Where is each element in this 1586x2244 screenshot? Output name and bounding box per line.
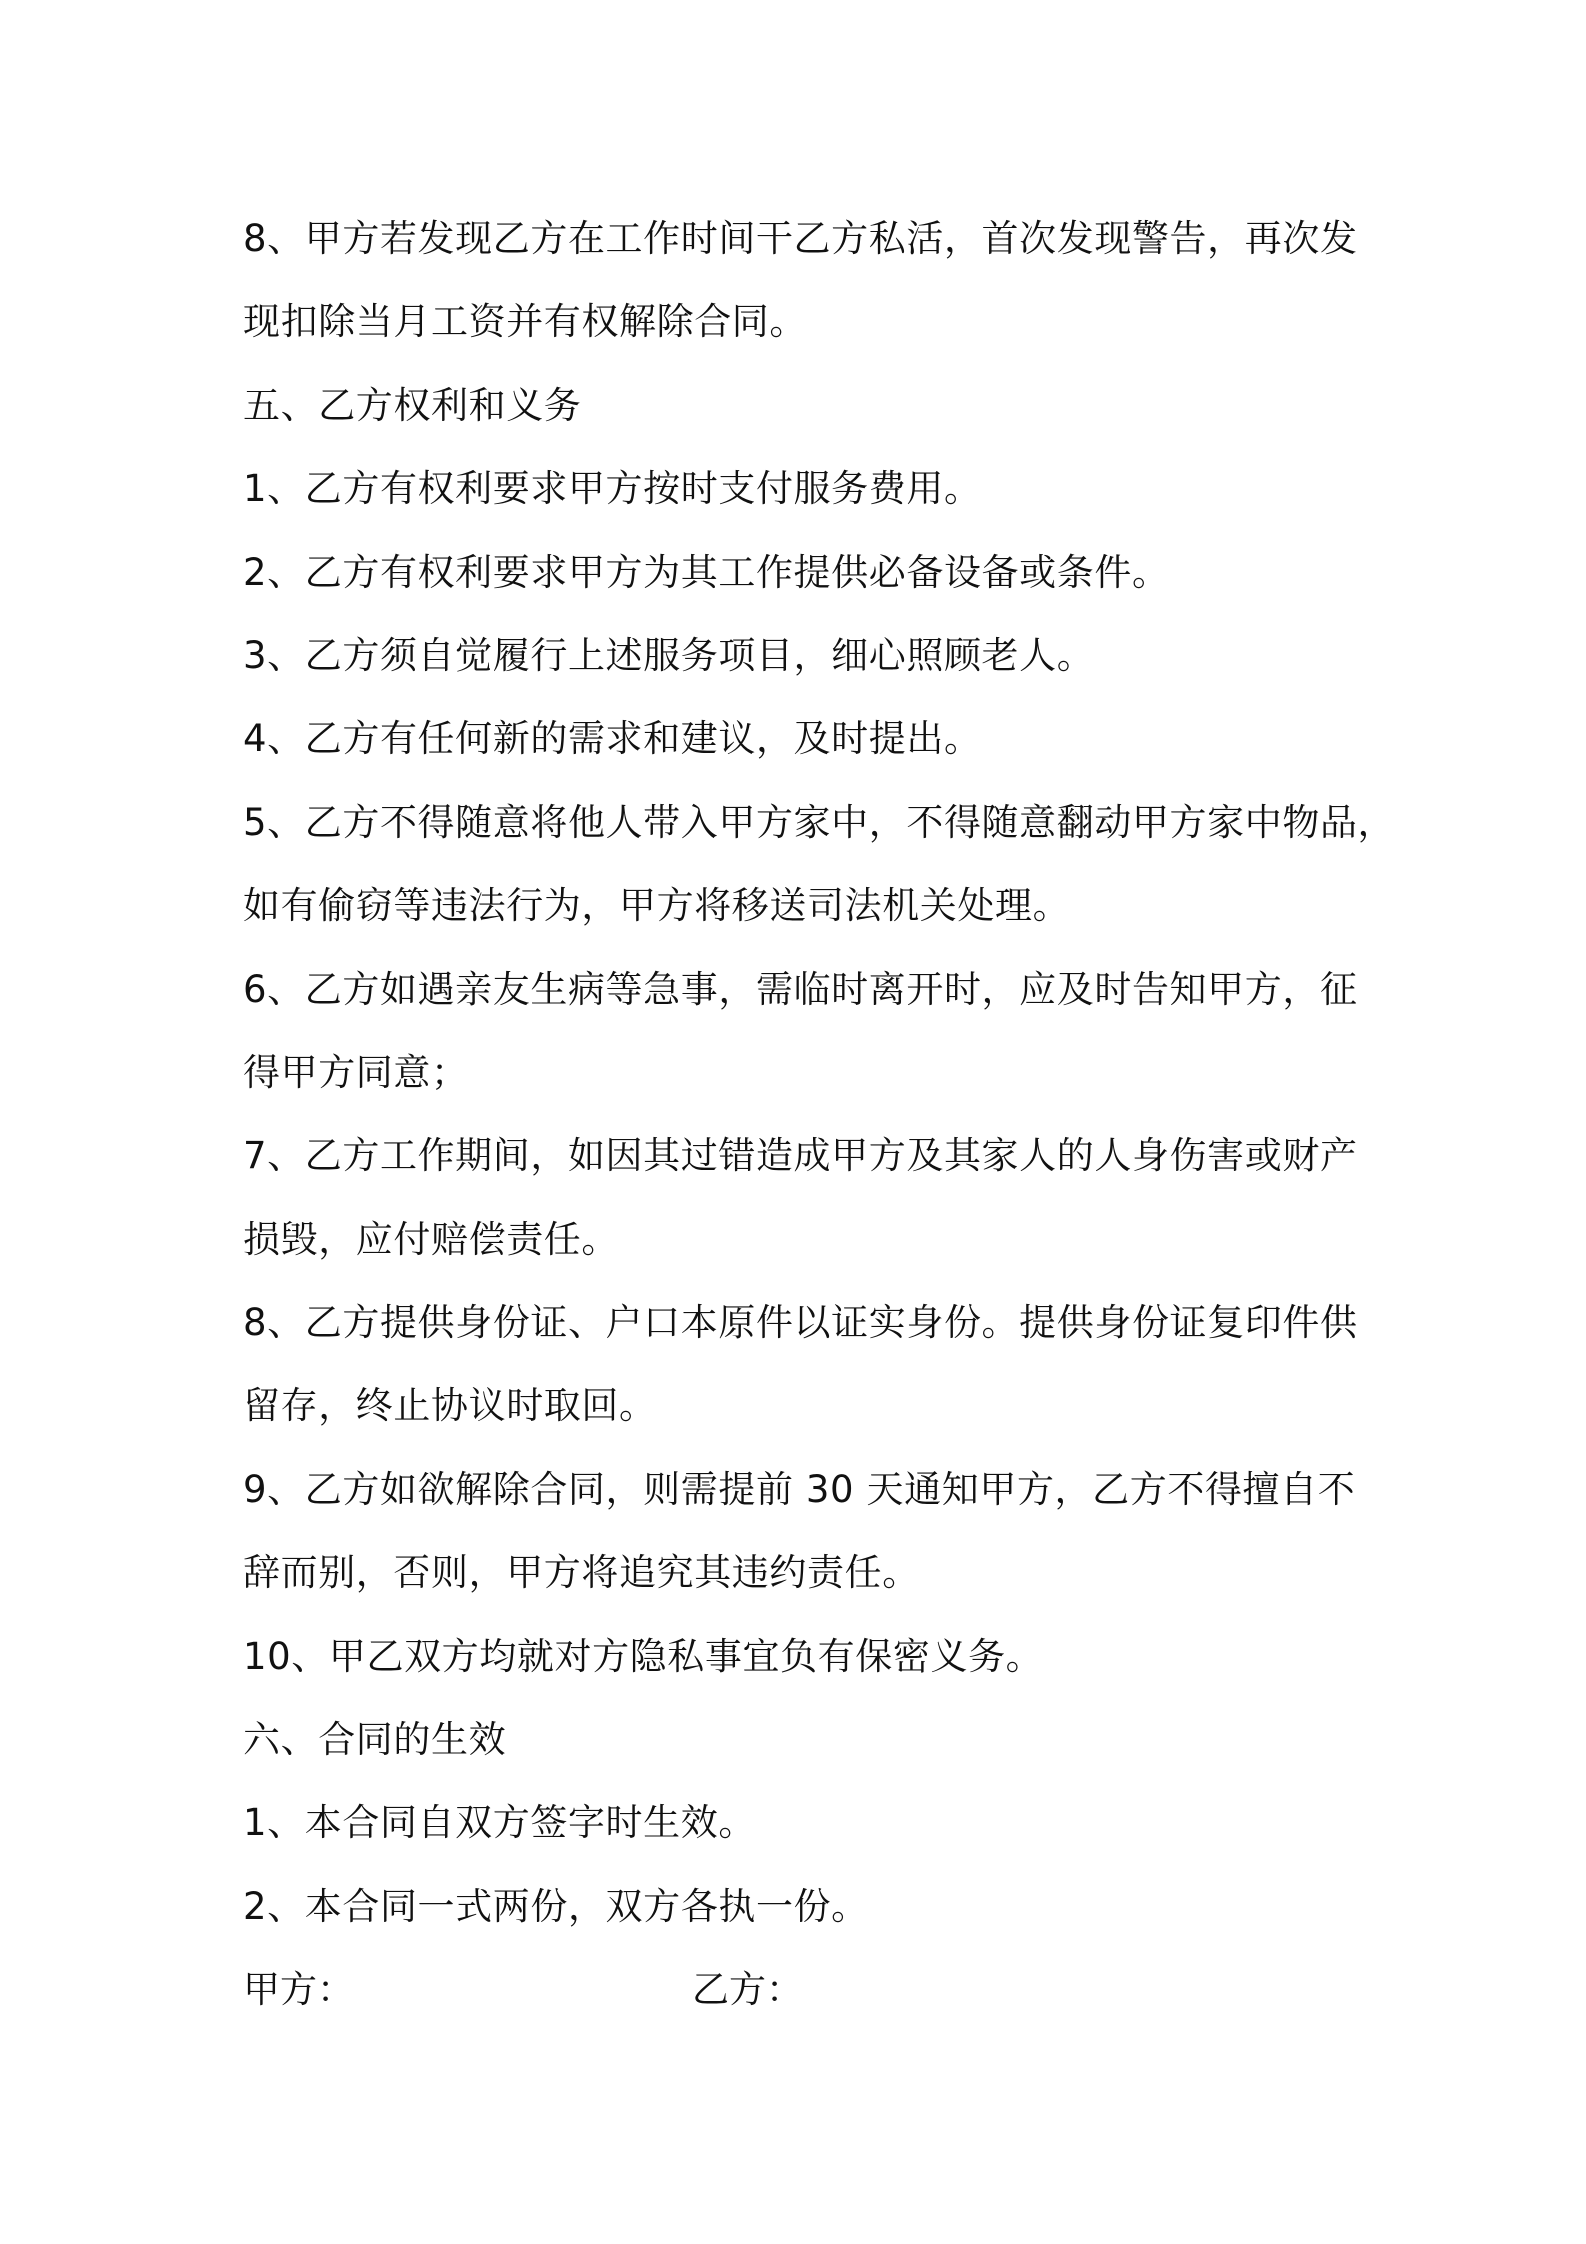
text-line: 2、乙方有权利要求甲方为其工作提供必备设备或条件。 — [243, 550, 1170, 594]
contract-text — [243, 197, 1396, 2032]
section-heading: 五、乙方权利和义务 — [243, 383, 582, 427]
text-line: 7、乙方工作期间，如因其过错造成甲方及其家人的人身伤害或财产 — [243, 1134, 1358, 1178]
text-line: 辞而别，否则，甲方将追究其违约责任。 — [243, 1551, 920, 1595]
text-line: 1、本合同自双方签字时生效。 — [243, 1801, 756, 1845]
text-line: 5、乙方不得随意将他人带入甲方家中，不得随意翻动甲方家中物品， — [243, 800, 1396, 844]
text-line: 损毁，应付赔偿责任。 — [243, 1217, 619, 1261]
text-line: 1、乙方有权利要求甲方按时支付服务费用。 — [243, 467, 982, 511]
text-line: 4、乙方有任何新的需求和建议，及时提出。 — [243, 717, 982, 761]
text-line: 得甲方同意； — [243, 1050, 469, 1094]
section-heading: 六、合同的生效 — [243, 1718, 507, 1762]
text-line: 9、乙方如欲解除合同，则需提前 30 天通知甲方，乙方不得擅自不 — [243, 1467, 1356, 1511]
text-line: 6、乙方如遇亲友生病等急事，需临时离开时，应及时告知甲方，征 — [243, 967, 1358, 1011]
text-line: 8、乙方提供身份证、户口本原件以证实身份。提供身份证复印件供 — [243, 1301, 1358, 1345]
text-line: 如有偷窃等违法行为，甲方将移送司法机关处理。 — [243, 884, 1071, 928]
text-line: 10、甲乙双方均就对方隐私事宜负有保密义务。 — [243, 1634, 1044, 1678]
party-a-signature-label: 甲方： — [243, 1968, 354, 2012]
text-line: 2、本合同一式两份，双方各执一份。 — [243, 1884, 869, 1928]
signature-row — [243, 1948, 1363, 2031]
text-line: 3、乙方须自觉履行上述服务项目，细心照顾老人。 — [243, 633, 1095, 677]
text-line: 留存，终止协议时取回。 — [243, 1384, 657, 1428]
party-b-signature-label: 乙方： — [692, 1968, 803, 2012]
text-line: 8、甲方若发现乙方在工作时间干乙方私活，首次发现警告，再次发 — [243, 217, 1358, 260]
text-line: 现扣除当月工资并有权解除合同。 — [243, 300, 807, 344]
